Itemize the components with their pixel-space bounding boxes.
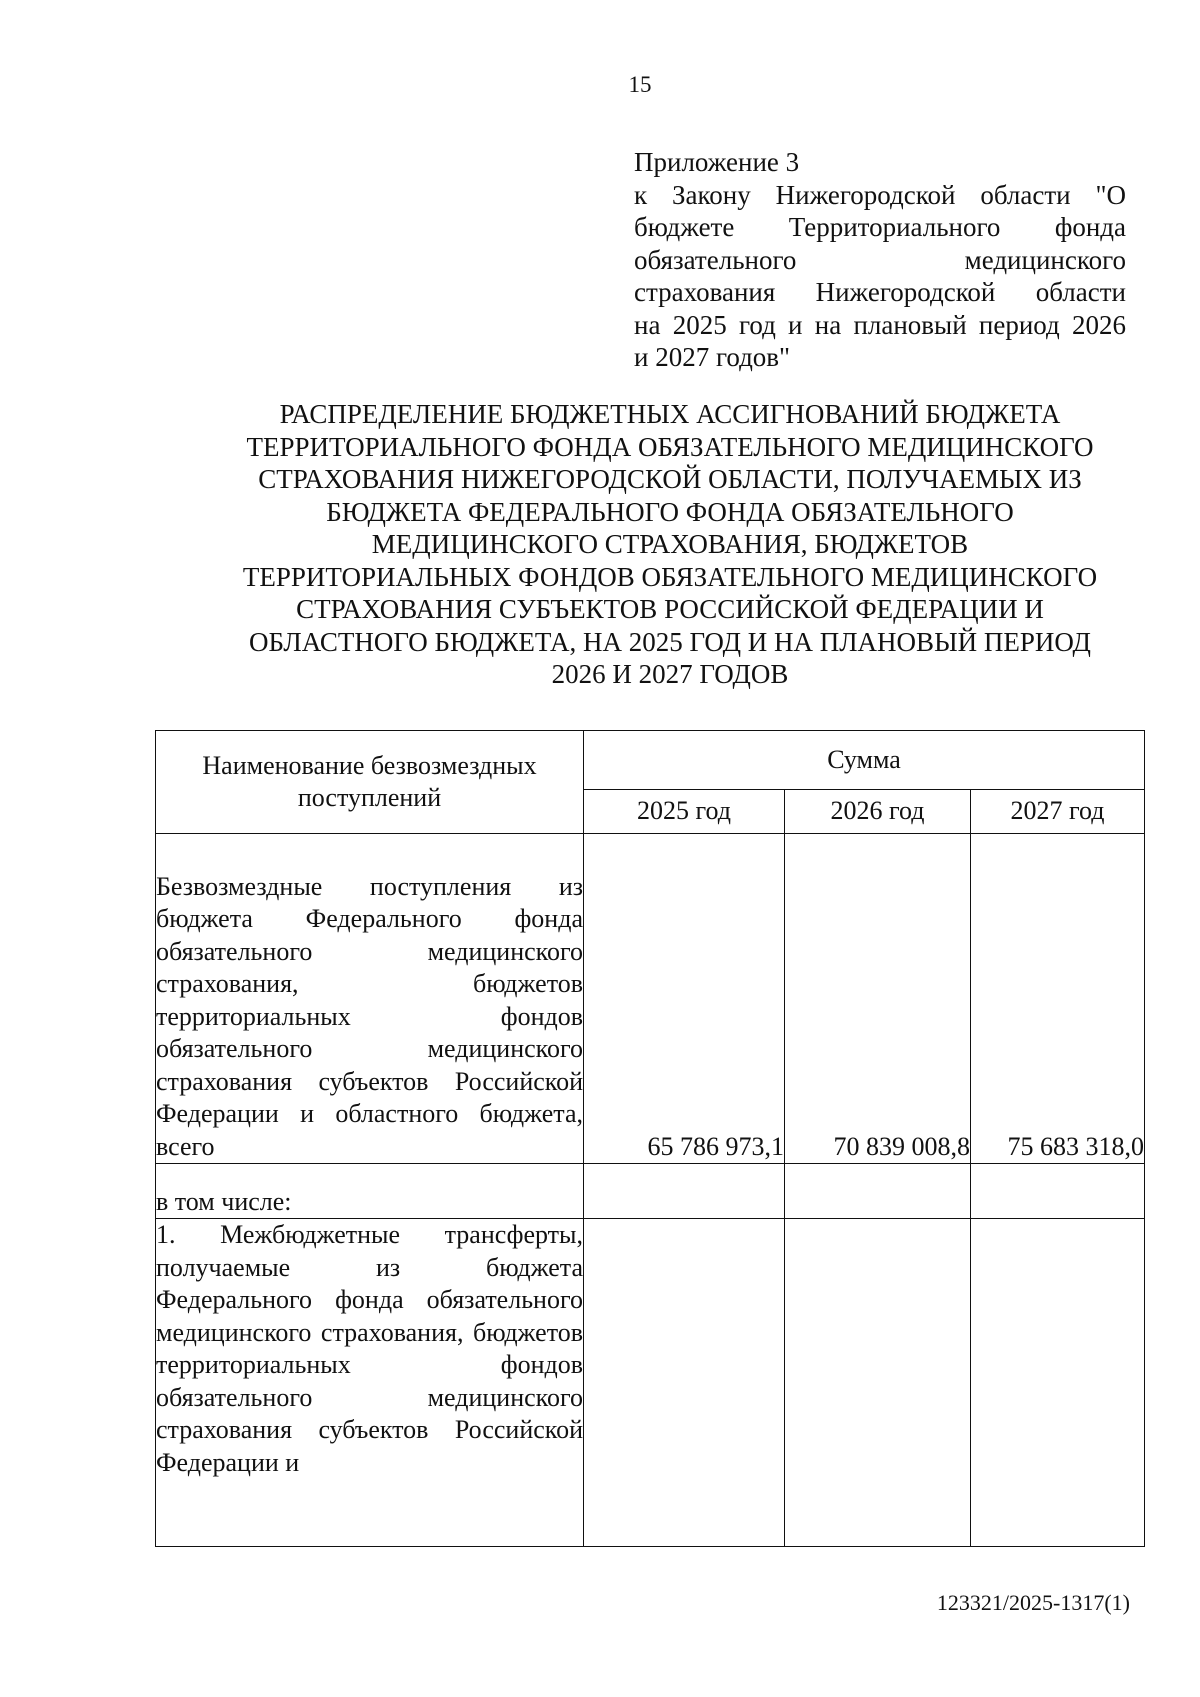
- row-value-2025: [584, 1219, 785, 1547]
- title-line: 2026 И 2027 ГОДОВ: [551, 659, 789, 689]
- row-name: в том числе:: [156, 1164, 584, 1219]
- appendix-line: к Закону Нижегородской области "О: [634, 179, 1126, 210]
- document-title: [200, 398, 1140, 691]
- title-line: РАСПРЕДЕЛЕНИЕ БЮДЖЕТНЫХ АССИГНОВАНИЙ БЮДЖЕТА: [279, 399, 1061, 429]
- table-row: [156, 834, 1145, 1164]
- title-line: БЮДЖЕТА ФЕДЕРАЛЬНОГО ФОНДА ОБЯЗАТЕЛЬНОГО: [326, 496, 1014, 527]
- appendix-line: бюджете Территориального фонда: [634, 212, 1126, 242]
- appendix-line: Приложение 3: [634, 147, 800, 177]
- appendix-line: на 2025 год и на плановый период 2026: [634, 309, 1126, 340]
- row-value-2027: [971, 1164, 1145, 1219]
- title-line: СТРАХОВАНИЯ НИЖЕГОРОДСКОЙ ОБЛАСТИ, ПОЛУЧАЕМЫХ ИЗ: [258, 464, 1082, 494]
- header-year-2026: 2026 год: [785, 789, 971, 833]
- appendix-line: страхования Нижегородской области: [634, 277, 1126, 307]
- header-name: Наименование безвозмездных поступлений: [156, 731, 584, 834]
- row-value-2027: 75 683 318,0: [971, 834, 1145, 1164]
- document-id: 123321/2025-1317(1): [936, 1590, 1130, 1615]
- row-value-2026: [785, 1164, 971, 1219]
- budget-table: [155, 730, 1145, 1547]
- row-value-2027: [971, 1219, 1145, 1547]
- title-line: ТЕРРИТОРИАЛЬНОГО ФОНДА ОБЯЗАТЕЛЬНОГО МЕДИЦИНСКОГО: [246, 431, 1094, 462]
- title-line: СТРАХОВАНИЯ СУБЪЕКТОВ РОССИЙСКОЙ ФЕДЕРАЦИИ И: [296, 594, 1044, 624]
- header-year-2027: 2027 год: [971, 789, 1145, 833]
- row-value-2026: [785, 1219, 971, 1547]
- row-name-cell: [156, 1219, 584, 1547]
- row-value-2026: 70 839 008,8: [785, 834, 971, 1164]
- page-number: 15: [628, 72, 652, 97]
- appendix-reference: [634, 146, 1126, 374]
- row-name: Безвозмездные поступления из бюджета Федерального фонда обязательного медицинского страхования, бюджетов территориальных фондов обязательного медицинского страхования субъектов Российской Федерации и областного бюджета, всего: [156, 834, 584, 1164]
- header-year-2025: 2025 год: [584, 789, 785, 833]
- title-line: ОБЛАСТНОГО БЮДЖЕТА, НА 2025 ГОД И НА ПЛАНОВЫЙ ПЕРИОД: [249, 626, 1091, 657]
- title-line: МЕДИЦИНСКОГО СТРАХОВАНИЯ, БЮДЖЕТОВ: [371, 529, 969, 559]
- table-row: [156, 1219, 1145, 1547]
- header-sum: Сумма: [584, 731, 1145, 790]
- table-row: [156, 1164, 1145, 1219]
- row-value-2025: 65 786 973,1: [584, 834, 785, 1164]
- appendix-line: и 2027 годов": [634, 342, 791, 372]
- row-name: 1. Межбюджетные трансферты, получаемые из бюджета Федерального фонда обязательного медицинского страхования, бюджетов территориальных фондов обязательного медицинского страхования субъектов Российской Федерации и: [156, 1220, 583, 1477]
- row-value-2025: [584, 1164, 785, 1219]
- title-line: ТЕРРИТОРИАЛЬНЫХ ФОНДОВ ОБЯЗАТЕЛЬНОГО МЕДИЦИНСКОГО: [242, 561, 1098, 592]
- appendix-line: обязательного медицинского: [634, 244, 1126, 275]
